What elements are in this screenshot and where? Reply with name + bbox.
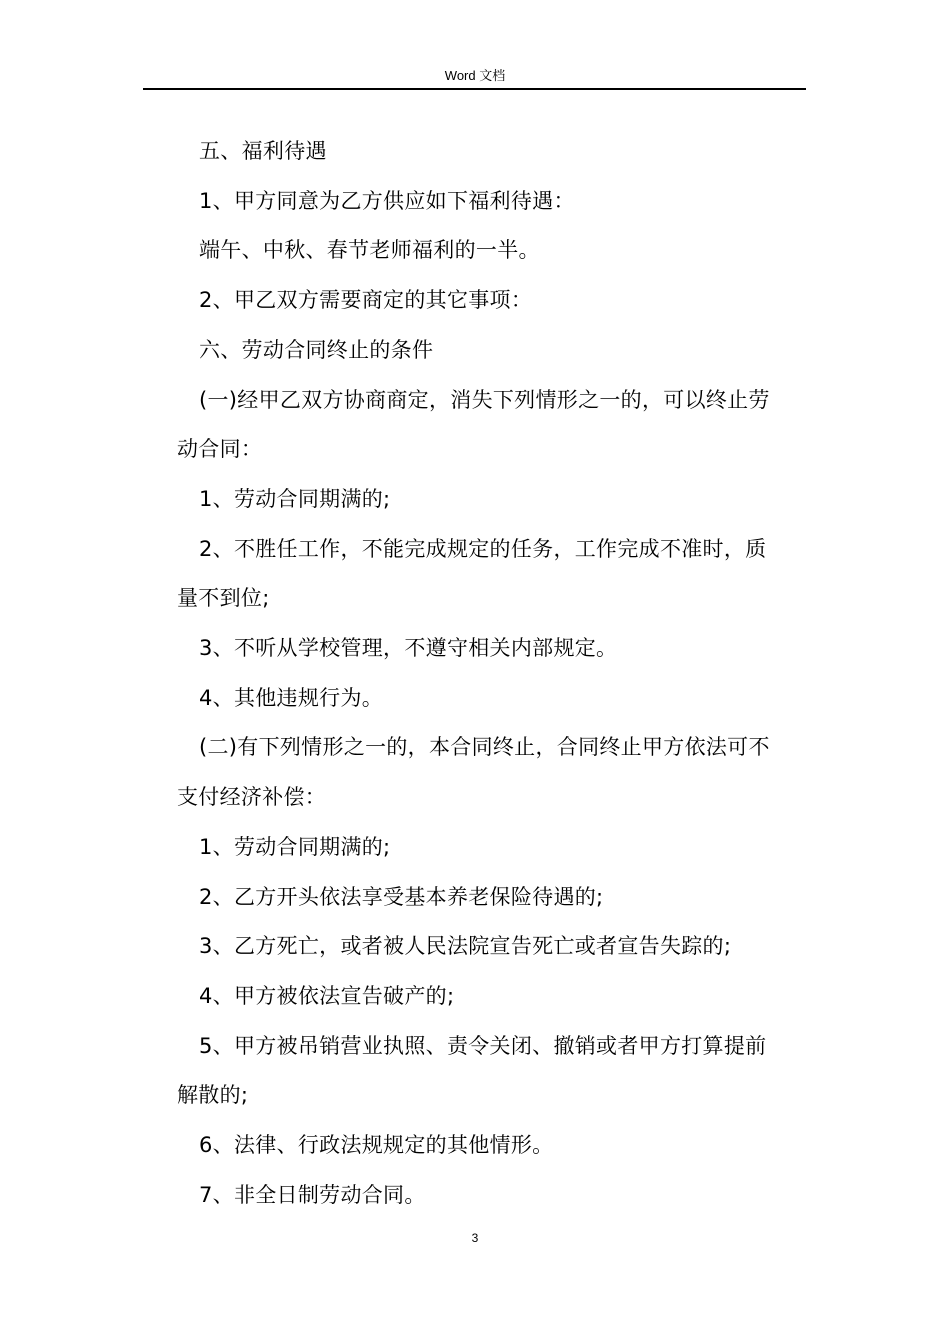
page-number: 3 bbox=[471, 1231, 479, 1245]
line: 2、甲乙双方需要商定的其它事项： bbox=[199, 288, 533, 313]
list-item bbox=[177, 873, 797, 923]
list-item bbox=[177, 674, 797, 724]
line: 1、劳动合同期满的; bbox=[199, 486, 391, 511]
list-item bbox=[177, 922, 797, 972]
list-item bbox=[177, 475, 797, 525]
line: 动合同： bbox=[177, 437, 263, 462]
line: (二)有下列情形之一的，本合同终止，合同终止甲方依法可不 bbox=[199, 735, 770, 760]
section-heading-welfare bbox=[177, 127, 797, 177]
line: 1、劳动合同期满的; bbox=[199, 834, 391, 859]
document-body bbox=[177, 127, 797, 1220]
line: 五、福利待遇 bbox=[199, 139, 327, 163]
header-divider bbox=[143, 88, 806, 90]
line: 4、甲方被依法宣告破产的; bbox=[199, 983, 455, 1008]
line: 6、法律、行政法规规定的其他情形。 bbox=[199, 1133, 554, 1158]
list-item bbox=[177, 1171, 797, 1221]
paragraph bbox=[177, 276, 797, 326]
line: 端午、中秋、春节老师福利的一半。 bbox=[199, 238, 540, 263]
line: 解散的; bbox=[177, 1083, 249, 1108]
line: 7、非全日制劳动合同。 bbox=[199, 1182, 426, 1207]
list-item bbox=[177, 624, 797, 674]
paragraph bbox=[177, 177, 797, 227]
page-header-title: Word 文档 bbox=[444, 68, 506, 83]
paragraph bbox=[177, 226, 797, 276]
line: 4、其他违规行为。 bbox=[199, 685, 384, 710]
paragraph bbox=[177, 723, 797, 822]
section-heading-termination bbox=[177, 326, 797, 376]
line: 3、不听从学校管理，不遵守相关内部规定。 bbox=[199, 636, 618, 661]
list-item bbox=[177, 525, 797, 624]
line: 5、甲方被吊销营业执照、责令关闭、撤销或者甲方打算提前 bbox=[199, 1033, 767, 1058]
line: 量不到位; bbox=[177, 586, 270, 611]
list-item bbox=[177, 823, 797, 873]
list-item bbox=[177, 1022, 797, 1121]
line: 2、乙方开头依法享受基本养老保险待遇的; bbox=[199, 884, 604, 909]
list-item bbox=[177, 972, 797, 1022]
line: 1、甲方同意为乙方供应如下福利待遇： bbox=[199, 188, 575, 213]
line: (一)经甲乙双方协商商定，消失下列情形之一的，可以终止劳 bbox=[199, 387, 770, 412]
line: 2、不胜任工作，不能完成规定的任务，工作完成不准时，质 bbox=[199, 536, 767, 561]
list-item bbox=[177, 1121, 797, 1171]
line: 支付经济补偿： bbox=[177, 785, 327, 810]
line: 3、乙方死亡，或者被人民法院宣告死亡或者宣告失踪的; bbox=[199, 934, 732, 959]
line: 六、劳动合同终止的条件 bbox=[199, 337, 434, 362]
paragraph bbox=[177, 376, 797, 475]
